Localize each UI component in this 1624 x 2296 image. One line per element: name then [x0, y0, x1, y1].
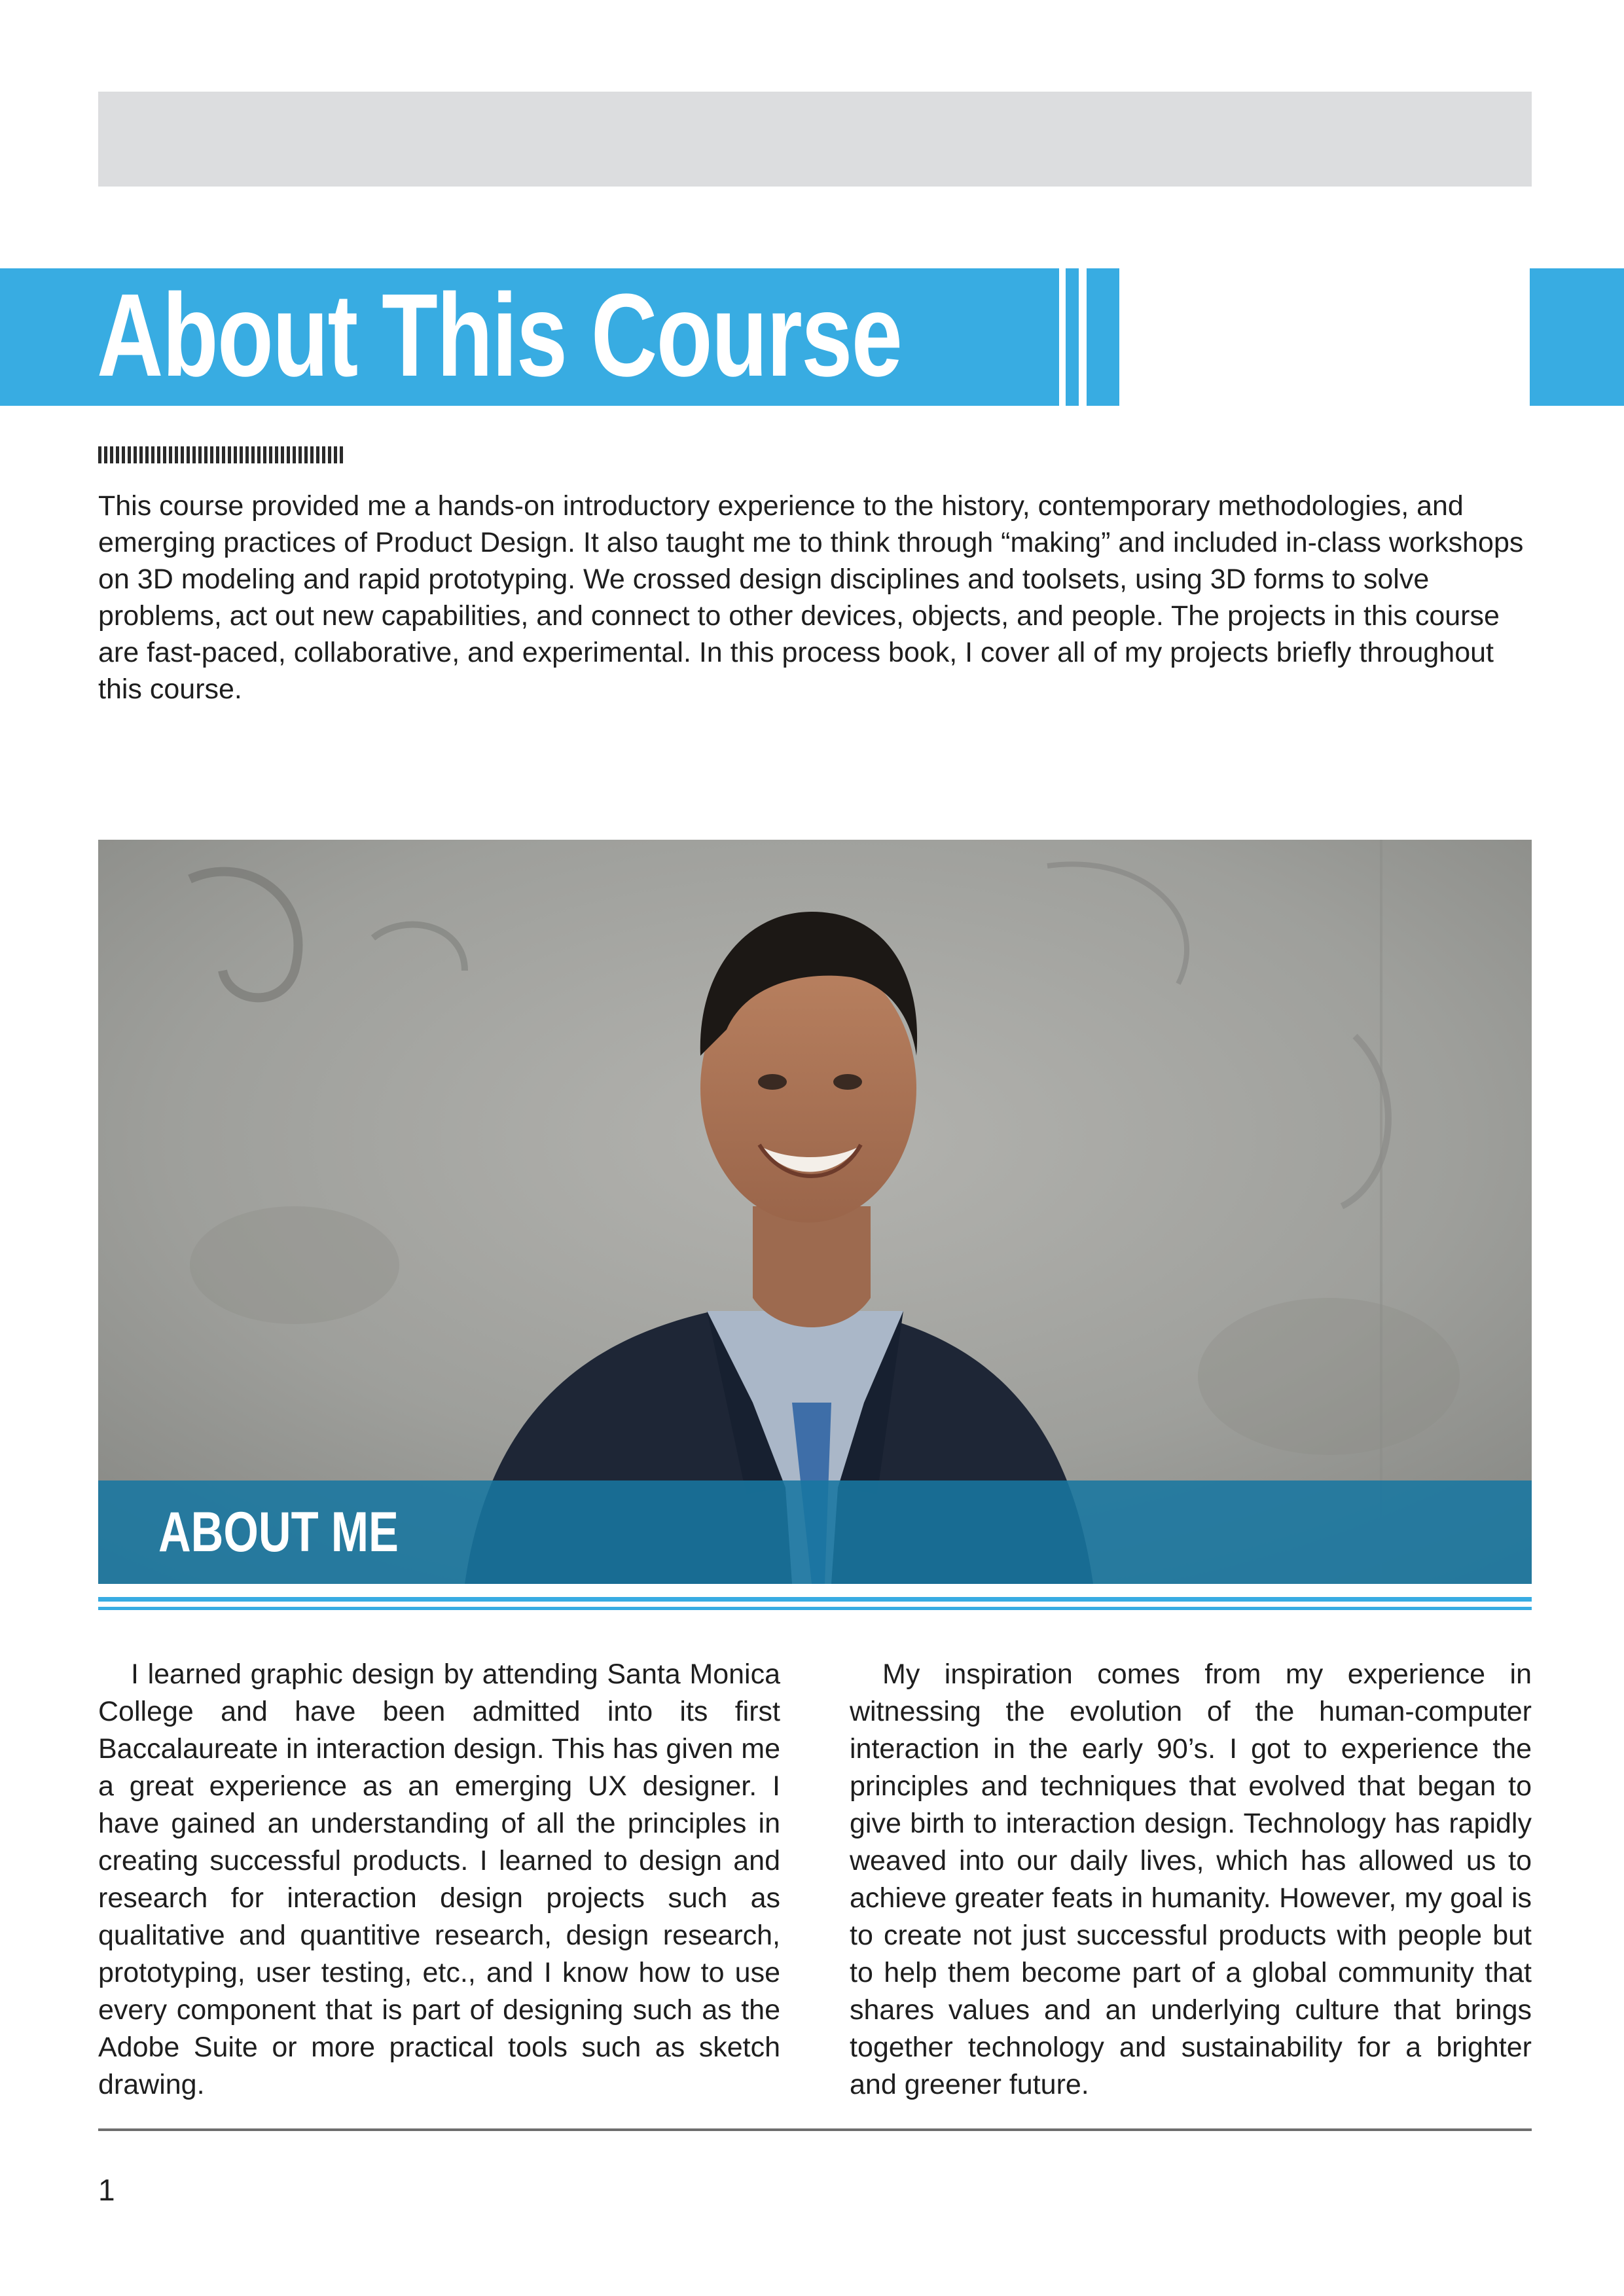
decorative-tick-marks: [98, 446, 346, 463]
title-accent-stripe: [1066, 268, 1079, 406]
title-accent-stripe: [1087, 268, 1119, 406]
page-number: 1: [98, 2173, 115, 2207]
page-title: About This Course: [97, 270, 902, 401]
divider: [98, 1597, 1532, 1602]
about-paragraph-left: I learned graphic design by attending Santa Monica College and have been admitted into its first Baccalaureate in interaction design. This has given me a great experience as an emerging UX designer. I have gained an understanding of all the principles in creating successful products. I learned to design and research for interaction design projects such as qualitative and quantitive research, design research, prototyping, user testing, etc., and I know how to use every component that is part of designing such as the Adobe Suite or more practical tools such as sketch drawing.: [98, 1659, 780, 2100]
intro-paragraph: This course provided me a hands-on introductory experience to the history, contemporary methodologies, and emerging practices of Product Design. It also taught me to think through “making” and included in-class workshops on 3D modeling and rapid prototyping. We crossed design disciplines and toolsets, using 3D forms to solve problems, act out new capabilities, and connect to other devices, objects, and people. The projects in this course are fast-paced, collaborative, and experimental. In this process book, I cover all of my projects briefly throughout this course.: [98, 490, 1524, 705]
divider: [98, 1607, 1532, 1610]
footer-divider: [98, 2128, 1532, 2131]
title-accent-block: [1530, 268, 1624, 406]
portrait-photo: [98, 840, 1532, 1584]
section-heading-about-me: ABOUT ME: [158, 1501, 399, 1564]
header-gray-bar: [98, 92, 1532, 187]
portrait-icon: [98, 840, 1532, 1584]
about-paragraph-right: My inspiration comes from my experience in witnessing the evolution of the human-computer interaction in the early 90’s. I got to experience the principles and techniques that evolved that began to give birth to interaction design. Technology has rapidly weaved into our daily lives, which has allowed us to achieve greater feats in humanity. However, my goal is to create not just successful products with people but to help them become part of a global community that shares values and an underlying culture that brings together technology and sustainability for a brighter and greener future.: [850, 1659, 1532, 2100]
